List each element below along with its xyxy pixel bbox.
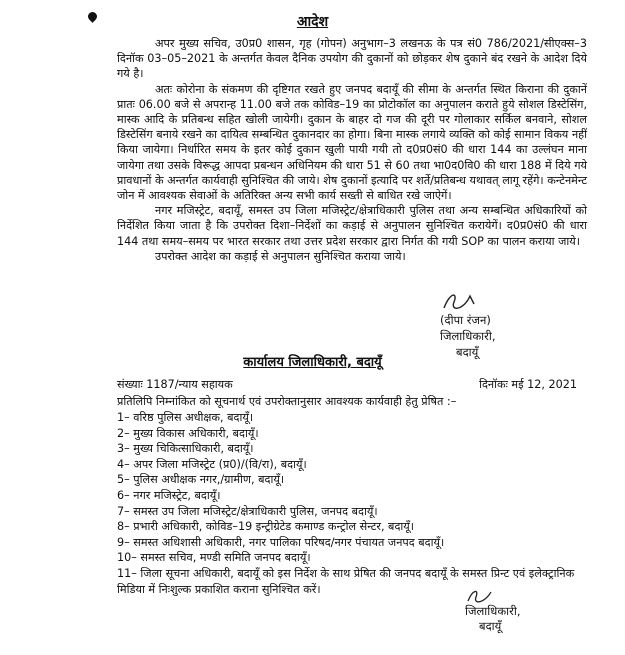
list-item: 9– समस्त अधिशासी अधिकारी, नगर पालिका परिषद/नगर पंचायत जनपद बदायूँ। [117,535,445,549]
list-item: 2– मुख्य विकास अधिकारी, बदायूँ। [117,426,259,440]
signature-block-2 [465,588,585,634]
signature-scribble-icon [440,290,480,312]
paragraph-1: अपर मुख्य सचिव, उ0प्र0 शासन, गृह (गोपन) अनुभाग–3 लखनऊ के पत्र सं0 786/2021/सीएक्स–3 दिनॉक 03–05–2021 के अन्तर्गत केवल दैनिक उपयोग की दुकानों को छोड़कर शेष दुकाने बंद रखने के आदेश दिये गये है। [117,37,587,81]
signature-block-1 [440,290,560,360]
list-item: 1– वरिष्ठ पुलिस अधीक्षक, बदायूँ। [117,411,254,424]
list-item: 3– मुख्य चिकित्साधिकारी, बदायूँ। [117,442,254,456]
paragraph-2: अतः कोरोना के संकमण की दृष्टिगत रखते हुए जनपद बदायूँ की सीमा के अन्तर्गत स्थित किराना की दुकानें प्रातः 06.00 बजे से अपरान्ह 11.00 बजे तक कोविड–19 का प्रोटोकॉल का अनुपालन कराते हुये सोशल डिस्टेसिंग, मास्क आदि के प्रतिबन्ध सहित खोली जायेगी। दुकान के बाहर दो गज की दूरी पर गोलाकार सर्किल बनवाने, सोशल डिस्टेसिंग बनाये रखने का दायित्व सम्बन्धित दुकानदार का होगा। बिना मास्क लगाये व्यक्ति को कोई सामान विकय नहीं किया जायेगा। निर्धारित समय के इतर कोई दुकान खुली पायी गयी तो द0प्र0सं0 की धारा 144 का उल्लंघन माना जायेगा तथा उसके विरूद्ध आपदा प्रबन्धन अधिनियम की धारा 51 से 60 तथा भा0द0वि0 की धारा 188 में दिये गये प्रावधानों के अन्तर्गत कार्यवाही सुनिश्चित की जाये। शेष दुकानों इत्यादि पर शर्ते/प्रतिबन्ध यथावत् लागू रहेंगे। कन्टेनमेन्ट जोन में आवश्यक सेवाओं के अतिरिक्त अन्य सभी कार्य सख्ती से बाधित रखे जाऐगें। [117,82,587,203]
signatory-designation: जिलाधिकारी, [465,604,521,618]
order-heading: आदेश [296,14,329,30]
signatory-place: बदायूँ [456,345,479,359]
order-body [117,36,587,264]
list-item: 5– पुलिस अधीक्षक नगर,/ग्रामीण, बदायूँ। [117,473,285,487]
paragraph-3: नगर मजिस्ट्रेट, बदायूँ, समस्त उप जिला मजिस्ट्रेट/क्षेत्राधिकारी पुलिस तथा अन्य सम्बन्धित अधिकारियों को निर्देशित किया जाता है कि उपरोक्त दिशा–निर्देशों का कड़ाई से अनुपालन सुनिश्चित करायेगें। द0प्र0सं0 की धारा 144 तथा समय–समय पर भारत सरकार तथा उत्तर प्रदेश सरकार द्वारा निर्गत की गयी SOP का पालन कराया जाये। [117,204,587,248]
list-item: 6– नगर मजिस्ट्रेट, बदायूँ। [117,488,221,502]
list-item: 8– प्रभारी अधिकारी, कोविड–19 इन्ट्रीग्रेटेड कमाण्ड कन्ट्रोल सेन्टर, बदायूँ। [117,520,415,534]
reference-line [117,377,577,392]
reference-number: संख्याः 1187/न्याय सहायक [117,378,233,391]
recipient-list [117,410,587,597]
signature-scribble-icon [465,588,495,604]
signatory-place: बदायूँ [479,619,502,633]
copy-intro: प्रतिलिपि निम्नांकित को सूचनार्थ एवं उपरोक्तानुसार आवश्यक कार्यवाही हेतु प्रेषित :– [117,395,457,408]
signatory-designation: जिलाधिकारी, [440,329,496,343]
list-item: 10– समस्त सचिव, मण्डी समिति जनपद बदायूँ। [117,551,311,565]
reference-date: दिनॉकः मई 12, 2021 [479,378,577,391]
office-heading: कार्यालय जिलाधिकारी, बदायूँ [243,355,382,370]
paragraph-4: उपरोक्त आदेश का कड़ाई से अनुपालन सुनिश्चित कराया जाये। [155,249,406,263]
signatory-name: (दीपा रंजन) [440,313,491,327]
list-item: 7– समस्त उप जिला मजिस्ट्रेट/क्षेत्राधिकारी पुलिस, जनपद बदायूँ। [117,504,378,518]
list-item: 4– अपर जिला मजिस्ट्रेट (प्र0)/(वि/रा), बदायूँ। [117,457,307,471]
list-item: 11– जिला सूचना अधिकारी, बदायूँ को इस निर्देश के साथ प्रेषित की जनपद बदायूँ के समस्त प्रिन्ट एवं इलेक्ट्रानिक मिडिया में निःशुल्क प्रकाशित कराना सुनिश्चित करें। [117,566,575,596]
